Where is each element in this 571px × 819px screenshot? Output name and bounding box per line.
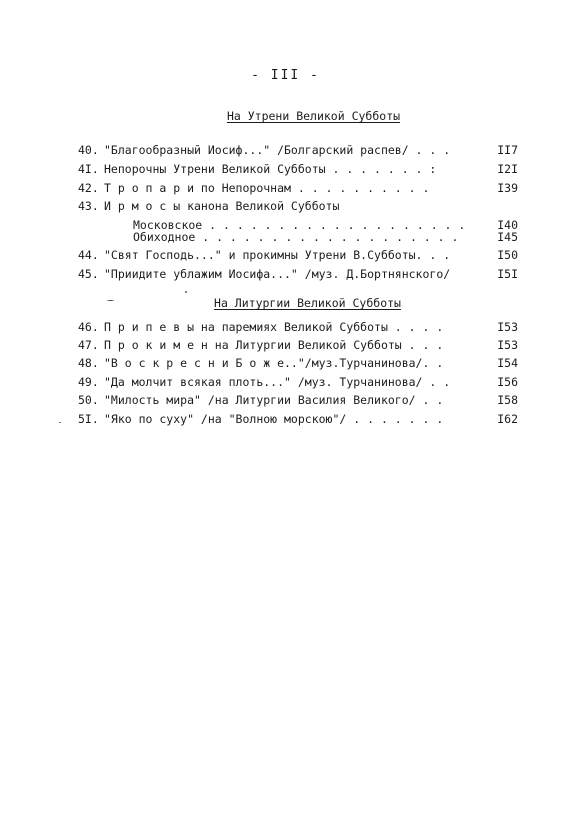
entry-number: 46. xyxy=(78,320,99,334)
toc-entry xyxy=(78,375,518,391)
entry-page: I62 xyxy=(497,412,518,426)
entry-number: 44. xyxy=(78,248,99,262)
entry-title: Обиходное . . . . . . . . . . . . . . . . . . . xyxy=(133,230,459,244)
entry-number: 40. xyxy=(78,143,99,157)
entry-number: 48. xyxy=(78,356,99,370)
toc-entry xyxy=(78,412,518,428)
section-heading-liturgy-text: На Литургии Великой Субботы xyxy=(214,296,401,310)
toc-entry xyxy=(78,320,518,336)
entry-page: I54 xyxy=(497,356,518,370)
entry-page: I58 xyxy=(497,393,518,407)
entry-title: "Да молчит всякая плоть..." /муз. Турчанинова/ . . xyxy=(104,375,451,389)
toc-subentry xyxy=(78,230,518,246)
entry-title: "Приидите ублажим Иосифа..." /муз. Д.Бортнянского/ xyxy=(104,267,451,281)
entry-page: I45 xyxy=(497,230,518,244)
toc-entry xyxy=(78,248,518,264)
entry-number: 43. xyxy=(78,199,99,213)
entry-page: I39 xyxy=(497,181,518,195)
entry-title: И р м о с ы канона Великой Субботы xyxy=(104,199,340,213)
entry-number: 49. xyxy=(78,375,99,389)
toc-entry xyxy=(78,199,518,215)
entry-title: Московское . . . . . . . . . . . . . . . . . . . xyxy=(133,218,466,232)
entry-title: П р и п е в ы на паремиях Великой Субботы . . . . xyxy=(104,320,444,334)
entry-number: 47. xyxy=(78,338,99,352)
page-number: - III - xyxy=(251,68,320,83)
entry-title: "Милость мира" /на Литургии Василия Великого/ . . xyxy=(104,393,444,407)
entry-number: 4I. xyxy=(78,162,99,176)
section-heading-liturgy xyxy=(22,296,571,310)
entry-page: I50 xyxy=(497,248,518,262)
entry-page: I5I xyxy=(497,267,518,281)
entry-title: Т р о п а р и по Непорочнам . . . . . . . . . . xyxy=(104,181,430,195)
entry-page: I40 xyxy=(497,218,518,232)
entry-title: "Благообразный Иосиф..." /Болгарский распев/ . . . xyxy=(104,143,451,157)
entry-page: I53 xyxy=(497,338,518,352)
toc-entry xyxy=(78,181,518,197)
toc-entry xyxy=(78,143,518,159)
entry-title: П р о к и м е н на Литургии Великой Субботы . . . xyxy=(104,338,444,352)
entry-number: 42. xyxy=(78,181,99,195)
entry-title: Непорочны Утрени Великой Субботы . . . . . . . : xyxy=(104,162,437,176)
toc-entry xyxy=(78,393,518,409)
entry-page: II7 xyxy=(497,143,518,157)
entry-number: 45. xyxy=(78,267,99,281)
toc-entry xyxy=(78,162,518,178)
section-heading-matins-text: На Утрени Великой Субботы xyxy=(226,109,401,123)
entry-number: 50. xyxy=(78,393,99,407)
entry-page: I56 xyxy=(497,375,518,389)
toc-entry xyxy=(78,338,518,354)
entry-title: "Яко по суху" /на "Волною морскою"/ . . . . . . . xyxy=(104,412,444,426)
scan-speck xyxy=(185,291,187,293)
scan-speck xyxy=(59,422,61,423)
entry-number: 5I. xyxy=(78,412,99,426)
entry-title: "В о с к р е с н и Б о ж е.."/муз.Турчанинова/. . xyxy=(104,356,444,370)
entry-title: "Свят Господь..." и прокимны Утрени В.Субботы. . . xyxy=(104,248,451,262)
section-heading-matins xyxy=(28,109,571,123)
entry-page: I53 xyxy=(497,320,518,334)
toc-entry xyxy=(78,356,518,372)
toc-entry xyxy=(78,267,518,283)
entry-page: I2I xyxy=(497,162,518,176)
